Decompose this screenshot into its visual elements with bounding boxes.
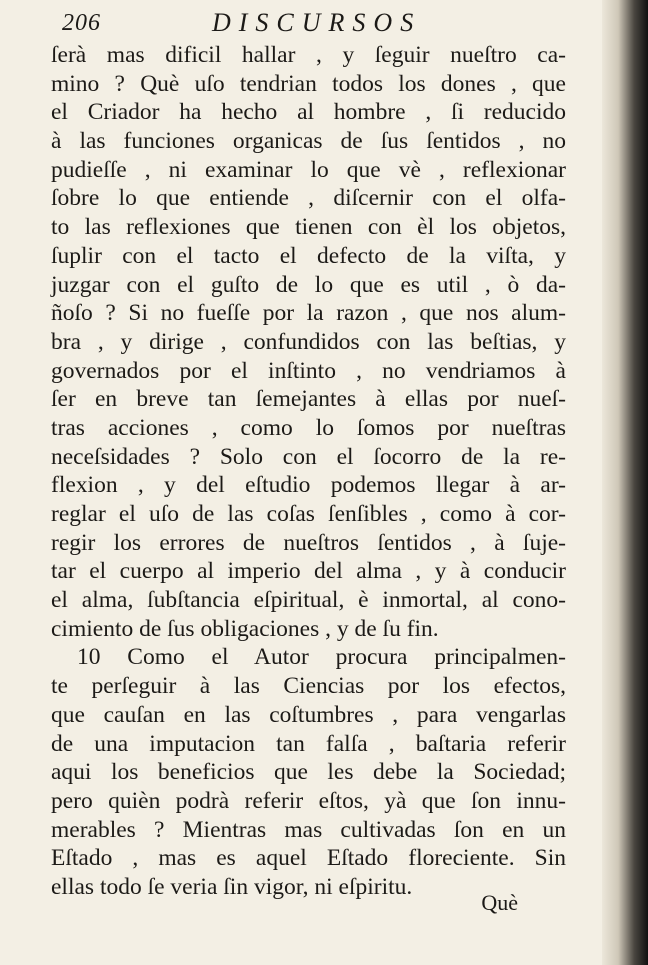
text-line: merables ? Mientras mas cultivadas ſon en un <box>51 816 566 843</box>
running-title: DISCURSOS <box>212 8 422 37</box>
text-line: cimiento de ſus obligaciones , y de ſu fin. <box>51 615 439 642</box>
text-line: pero quièn podrà referir eſtos, yà que ſon innu- <box>51 787 566 814</box>
text-line: ſuplir con el tacto el defecto de la viſta, y <box>51 242 566 269</box>
text-line: tras acciones , como lo ſomos por nueſtras <box>51 414 566 441</box>
text-line: ñoſo ? Si no fueſſe por la razon , que nos alum- <box>51 300 566 327</box>
body-text <box>51 41 566 902</box>
text-line: el alma, ſubſtancia eſpiritual, è inmortal, al cono- <box>51 587 566 614</box>
text-line: de una imputacion tan falſa , baſtaria referir <box>51 730 566 757</box>
text-line: flexion , y del eſtudio podemos llegar à ar- <box>51 472 566 499</box>
text-line: te perſeguir à las Ciencias por los efectos, <box>51 673 566 700</box>
catchword: Què <box>481 890 518 915</box>
text-line: à las funciones organicas de ſus ſentidos , no <box>51 128 566 155</box>
paragraph-start-line: 10 Como el Autor procura principalmen- <box>77 644 566 671</box>
page-number: 206 <box>62 10 101 36</box>
text-line: bra , y dirige , confundidos con las beſtias, y <box>51 328 566 355</box>
text-line: juzgar con el guſto de lo que es util , ò da- <box>51 271 566 298</box>
text-line: ellas todo ſe veria ſin vigor, ni eſpiritu. <box>51 873 413 900</box>
text-line: tar el cuerpo al imperio del alma , y à conducir <box>51 558 566 585</box>
text-line: que cauſan en las coſtumbres , para vengarlas <box>51 701 566 728</box>
text-line: ſer en breve tan ſemejantes à ellas por nueſ- <box>51 386 566 413</box>
text-line: governados por el inſtinto , no vendriamos à <box>51 357 566 384</box>
page-header <box>62 6 582 40</box>
text-line: neceſsidades ? Solo con el ſocorro de la re- <box>51 443 566 470</box>
book-gutter-shadow <box>602 0 648 965</box>
text-line: mino ? Què uſo tendrian todos los dones , que <box>51 70 566 97</box>
text-line: ſobre lo que entiende , diſcernir con el olfa- <box>51 185 566 212</box>
text-line: pudieſſe , ni examinar lo que vè , reflexionar <box>51 156 566 183</box>
text-line: el Criador ha hecho al hombre , ſi reducido <box>51 99 566 126</box>
text-line: Eſtado , mas es aquel Eſtado floreciente. Sin <box>51 845 566 872</box>
text-line: ſerà mas dificil hallar , y ſeguir nueſtro ca- <box>51 42 566 68</box>
text-line: regir los errores de nueſtros ſentidos , à ſuje- <box>51 529 566 556</box>
text-line: aqui los beneficios que les debe la Sociedad; <box>51 759 566 786</box>
text-line: to las reflexiones que tienen con èl los objetos, <box>51 214 566 241</box>
text-line: reglar el uſo de las coſas ſenſibles , como à cor- <box>51 501 566 527</box>
